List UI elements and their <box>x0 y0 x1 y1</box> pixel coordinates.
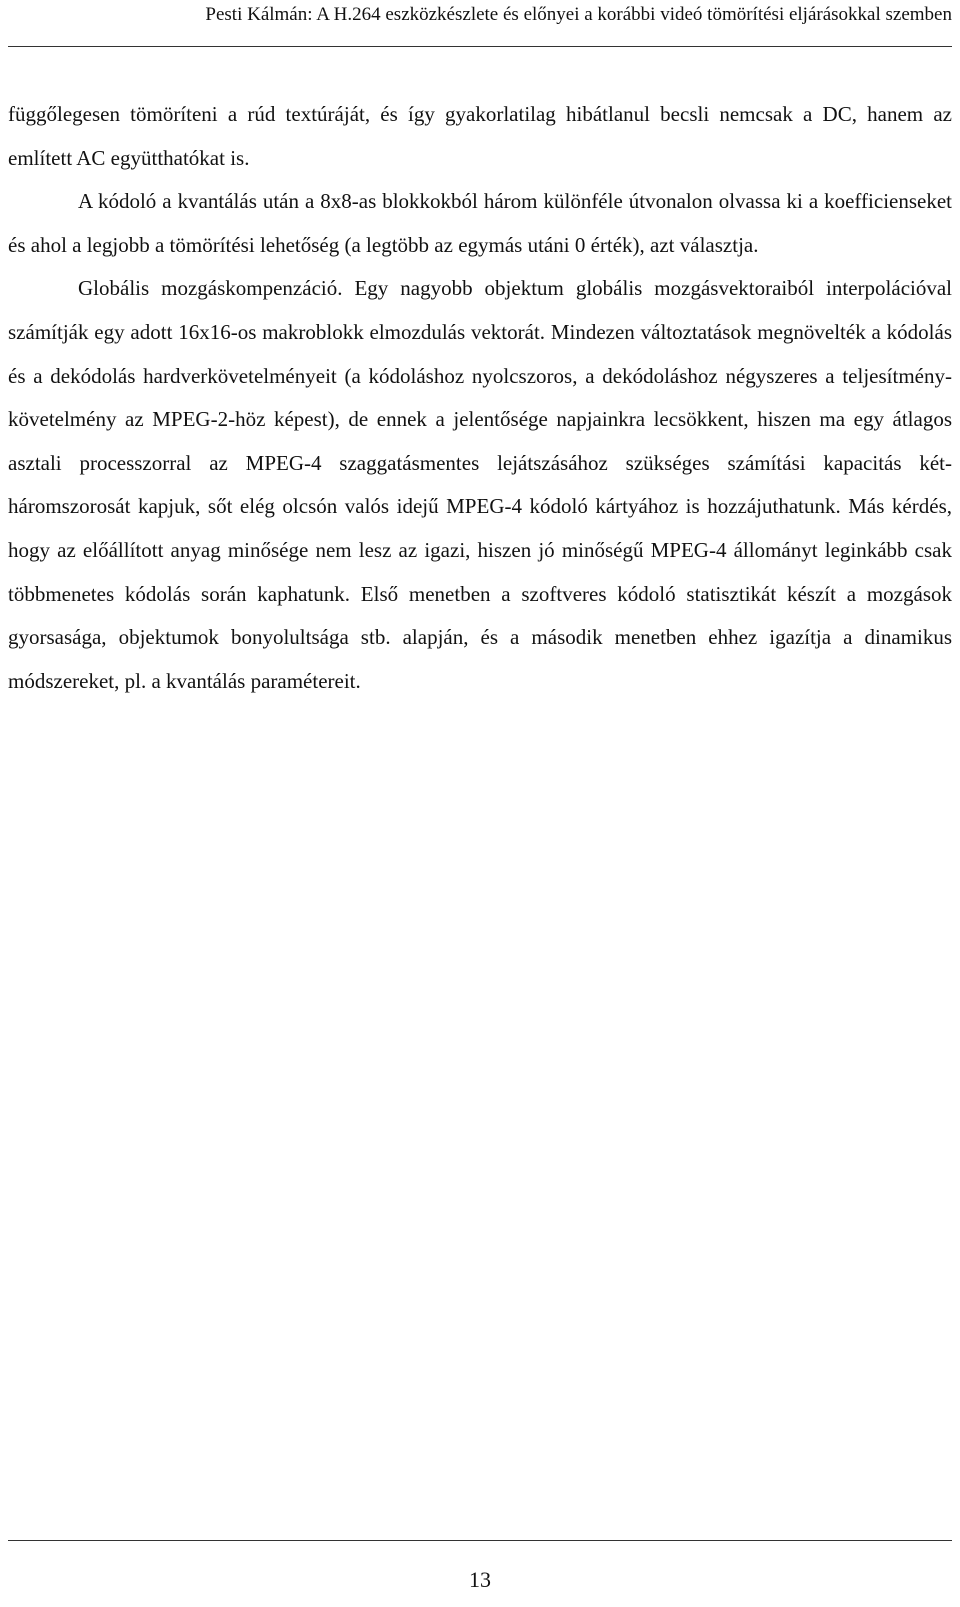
running-title: Pesti Kálmán: A H.264 eszközkészlete és előnyei a korábbi videó tömörítési eljárásokkal szemben <box>205 4 952 25</box>
footer-divider <box>8 1540 952 1541</box>
page-header <box>8 0 952 47</box>
page-number: 13 <box>469 1567 491 1592</box>
paragraph-global-motion-compensation: Globális mozgáskompenzáció. Egy nagyobb objektum globális mozgásvektoraiból interpolációval számítják egy adott 16x16-os makroblokk elmozdulás vektorát. Mindezen változtatások megnövelték a kódolás és a dekódolás hardverkövetelményeit (a kódoláshoz nyolcszoros, a dekódoláshoz négyszeres a teljesítmény-követelmény az MPEG-2-höz képest), de ennek a jelentősége napjainkra lecsökkent, hiszen ma egy átlagos asztali processzorral az MPEG-4 szaggatásmentes lejátszásához szükséges számítási kapacitás két-háromszorosát kapjuk, sőt elég olcsón valós idejű MPEG-4 kódoló kártyához is hozzájuthatunk. Más kérdés, hogy az előállított anyag minősége nem lesz az igazi, hiszen jó minőségű MPEG-4 állományt leginkább csak többmenetes kódolás során kaphatunk. Első menetben a szoftveres kódoló statisztikát készít a mozgások gyorsasága, objektumok bonyolultsága stb. alapján, és a második menetben ehhez igazítja a dinamikus módszereket, pl. a kvantálás paramétereit. <box>8 276 952 693</box>
document-body <box>8 93 952 703</box>
paragraph-continuation: függőlegesen tömöríteni a rúd textúráját, és így gyakorlatilag hibátlanul becsli nemcsak a DC, hanem az említett AC együtthatókat is. <box>8 102 952 170</box>
paragraph-coefficient-scan: A kódoló a kvantálás után a 8x8-as blokkokból három különféle útvonalon olvassa ki a koefficienseket és ahol a legjobb a tömörítési lehetőség (a legtöbb az egymás utáni 0 érték), azt választja. <box>8 189 952 257</box>
